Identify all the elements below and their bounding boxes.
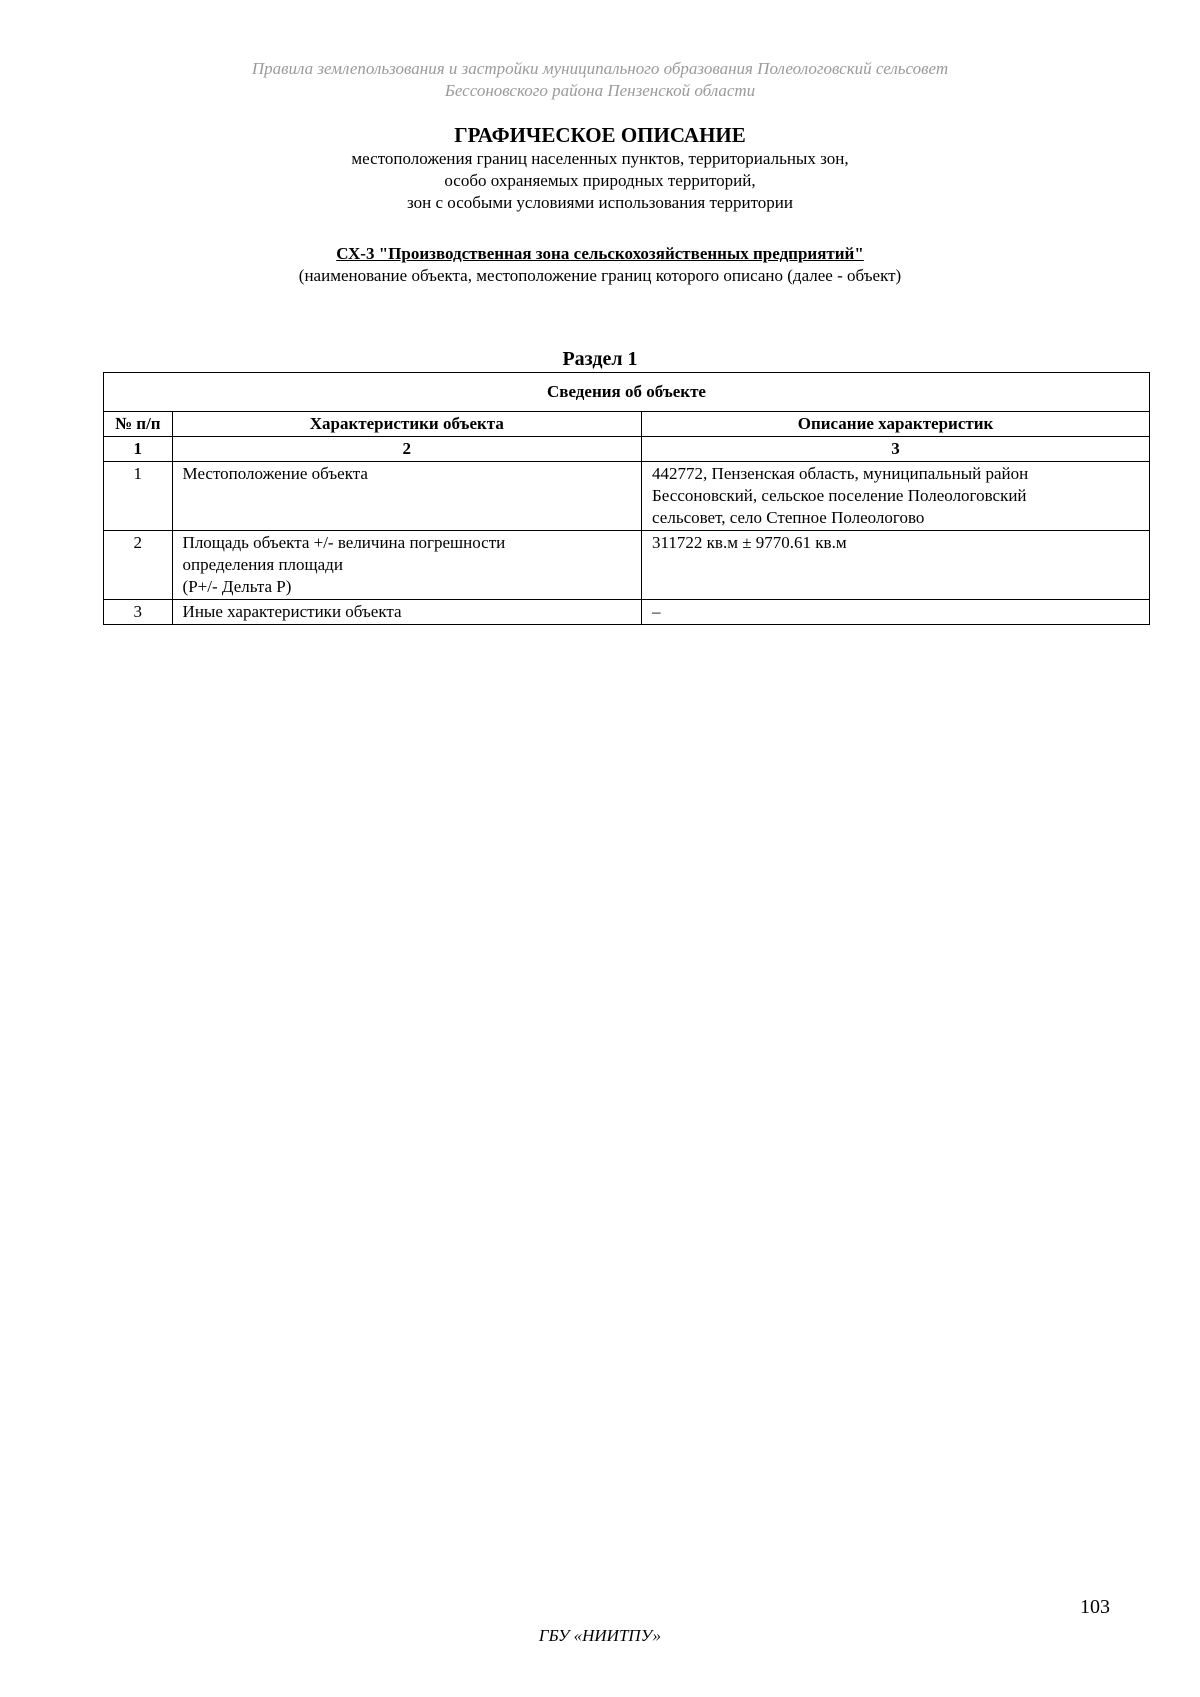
row-description-line: – [652,602,661,621]
table-caption-row [104,373,1150,412]
table-row [104,600,1150,625]
row-characteristic [172,531,642,600]
row-number: 2 [104,531,173,600]
section-title: Раздел 1 [562,348,638,370]
table-row [104,531,1150,600]
row-description [642,600,1150,625]
header-number: № п/п [104,412,173,437]
document-subtitle-line-2: особо охраняемых природных территорий, [444,171,756,190]
page-footer: ГБУ «НИИТПУ» [538,1626,662,1645]
object-block [0,243,1200,287]
object-name: СХ-3 "Производственная зона сельскохозяйственных предприятий" [336,244,864,263]
row-characteristic-line: Площадь объекта +/- величина погрешности [182,533,506,552]
row-number: 1 [104,462,173,531]
row-description [642,531,1150,600]
row-characteristic [172,462,642,531]
document-subtitle-line-1: местоположения границ населенных пунктов, территориальных зон, [351,149,849,168]
page-number: 103 [1080,1596,1110,1618]
table-header-row [104,412,1150,437]
row-description [642,462,1150,531]
document-subtitle-line-3: зон с особыми условиями использования территории [407,193,793,212]
table-caption: Сведения об объекте [104,373,1150,412]
object-info-table [103,372,1150,625]
header-description: Описание характеристик [642,412,1150,437]
table-row [104,462,1150,531]
table-column-numbers-row [104,437,1150,462]
column-number-3: 3 [642,437,1150,462]
running-header-line-1: Правила землепользования и застройки муниципального образования Полеологовский сельсовет [251,59,949,78]
title-block [0,122,1200,214]
row-characteristic-line: Иные характеристики объекта [182,602,402,621]
row-description-line: сельсовет, село Степное Полеологово [652,508,925,527]
row-description-line: Бессоновский, сельское поселение Полеологовский [652,486,1027,505]
document-title: ГРАФИЧЕСКОЕ ОПИСАНИЕ [454,123,746,147]
row-description-line: 311722 кв.м ± 9770.61 кв.м [652,533,847,552]
row-characteristic [172,600,642,625]
running-header [0,58,1200,102]
column-number-1: 1 [104,437,173,462]
row-characteristic-line: Местоположение объекта [182,464,368,483]
row-description-line: 442772, Пензенская область, муниципальный район [652,464,1029,483]
row-characteristic-line: определения площади [182,555,343,574]
header-characteristic: Характеристики объекта [172,412,642,437]
row-characteristic-line: (P+/- Дельта P) [182,577,292,596]
running-header-line-2: Бессоновского района Пензенской области [444,81,756,100]
column-number-2: 2 [172,437,642,462]
row-number: 3 [104,600,173,625]
object-caption: (наименование объекта, местоположение границ которого описано (далее - объект) [298,266,902,285]
